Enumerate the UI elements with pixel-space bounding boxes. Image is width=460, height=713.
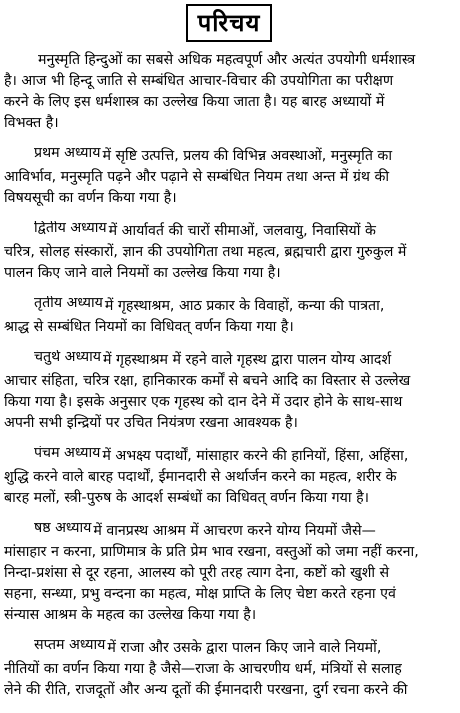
text-line	[4, 263, 456, 284]
text-line	[4, 392, 456, 413]
text-line	[4, 371, 456, 392]
chapter-heading: चतुर्थ अध्याय	[34, 350, 101, 365]
line-text: किया गया है। इसके अनुसार एक गृहस्थ को दान देने में उदार होने के साथ-साथ	[4, 394, 403, 410]
line-text: मांसाहार न करना, प्राणिमात्र के प्रति प्रेम भाव रखना, वस्तुओं को जमा नहीं करना,	[4, 544, 419, 560]
paragraph	[4, 146, 456, 209]
text-line	[4, 542, 456, 563]
line-text: मनुस्मृति हिन्दुओं का सबसे अधिक महत्वपूर्ण और अत्यंत उपयोगी धर्मशास्त्र	[38, 52, 416, 68]
text-line	[4, 350, 456, 371]
line-text: में गृहस्थाश्रम, आठ प्रकार के विवाहों, कन्या की पात्रता,	[104, 298, 385, 314]
line-text: पालन किए जाने वाले नियमों का उल्लेख किया गया है।	[4, 265, 281, 281]
text-line	[4, 467, 456, 488]
text-line	[4, 446, 456, 467]
line-text: श्राद्ध से सम्बंधित नियमों का विधिवत्‌ वर्णन किया गया है।	[4, 319, 294, 335]
line-text: लेने की रीति, राजदूतों और अन्य दूतों की ईमानदारी परखना, दुर्ग रचना करने की	[4, 682, 408, 698]
chapter-heading: सप्तम अध्याय	[34, 638, 106, 653]
text-line	[4, 113, 456, 134]
paragraph	[4, 296, 456, 338]
text-line	[4, 188, 456, 209]
text-line	[4, 167, 456, 188]
paragraph	[4, 350, 456, 434]
line-text: संन्यास आश्रम के महत्व का उल्लेख किया गया है।	[4, 607, 257, 623]
text-line	[4, 146, 456, 167]
text-line	[4, 50, 456, 71]
paragraph	[4, 446, 456, 509]
text-line	[4, 584, 456, 605]
line-text: में वानप्रस्थ आश्रम में आचरण करने योग्य नियमों जैसे—	[93, 523, 376, 539]
text-line	[4, 413, 456, 434]
page-title: परिचय	[186, 4, 272, 42]
line-text: चरित्र, सोलह संस्कारों, ज्ञान की उपयोगिता तथा महत्व, ब्रह्मचारी द्वारा गुरुकुल में	[4, 244, 407, 260]
line-text: बारह मलों, स्त्री-पुरुष के आदर्श सम्बंधों का विधिवत्‌ वर्णन किया गया है।	[4, 490, 369, 506]
text-line	[4, 221, 456, 242]
paragraph	[4, 221, 456, 284]
document-body	[4, 50, 456, 713]
chapter-heading: प्रथम अध्याय	[34, 146, 101, 161]
line-text: आचार संहिता, चरित्र रक्षा, हानिकारक कर्मों से बचने आदि का विस्तार से उल्लेख	[4, 373, 411, 389]
line-text: विभक्त है।	[4, 115, 59, 131]
line-text: में गृहस्थाश्रम में रहने वाले गृहस्थ द्वारा पालन योग्य आदर्श	[102, 352, 392, 368]
chapter-heading: पंचम अध्याय	[34, 446, 101, 461]
line-text: विषयसूची का वर्णन किया गया है।	[4, 190, 177, 206]
text-line	[4, 92, 456, 113]
line-text: में सृष्टि उत्पत्ति, प्रलय की विभिन्न अवस्थाओं, मनुस्मृति का	[102, 148, 392, 164]
line-text: में राजा और उसके द्वारा पालन किए जाने वाले नियमों,	[107, 640, 382, 656]
text-line	[4, 71, 456, 92]
line-text: में आर्यावर्त की चारों सीमाओं, जलवायु, निवासियों के	[108, 223, 376, 239]
text-line	[4, 638, 456, 659]
line-text: है। आज भी हिन्दू जाति से सम्बंधित आचार-विचार की उपयोगिता का परीक्षण	[4, 73, 394, 89]
line-text: में अभक्ष्य पदार्थों, मांसाहार करने की हानियों, हिंसा, अहिंसा,	[102, 448, 409, 464]
line-text: निन्दा-प्रशंसा से दूर रहना, आलस्य को पूरी तरह त्याग देना, कष्टों को खुशी से	[4, 565, 390, 581]
paragraph	[4, 50, 456, 134]
chapter-heading: तृतीय अध्याय	[34, 296, 103, 311]
line-text: आविर्भाव, मनुस्मृति पढ़ने और पढ़ाने से सम्बंधित नियम तथा अन्त में ग्रंथ की	[4, 169, 390, 185]
text-line	[4, 659, 456, 680]
text-line	[4, 296, 456, 317]
line-text: नीतियों का वर्णन किया गया है जैसे—राजा के आचरणीय धर्म, मंत्रियों से सलाह	[4, 661, 402, 677]
line-text: अपनी सभी इन्द्रियों पर उचित नियंत्रण रखना आवश्यक है।	[4, 415, 298, 431]
line-text: सहना, सन्ध्या, प्रभु वन्दना का महत्व, मोक्ष प्राप्ति के लिए चेष्टा करते रहना एवं	[4, 586, 396, 602]
text-line	[4, 605, 456, 626]
text-line	[4, 563, 456, 584]
paragraph	[4, 521, 456, 626]
line-text: करने के लिए इस धर्मशास्त्र का उल्लेख किया जाता है। यह बारह अध्यायों में	[4, 94, 385, 110]
text-line	[4, 680, 456, 701]
chapter-heading: द्वितीय अध्याय	[34, 221, 107, 236]
text-line	[4, 317, 456, 338]
text-line	[4, 488, 456, 509]
line-text: शुद्धि करने वाले बारह पदार्थों, ईमानदारी से अर्थार्जन करने का महत्व, शरीर के	[4, 469, 397, 485]
text-line	[4, 521, 456, 542]
chapter-heading: षष्ठ अध्याय	[34, 521, 92, 536]
paragraph	[4, 638, 456, 701]
text-line	[4, 242, 456, 263]
